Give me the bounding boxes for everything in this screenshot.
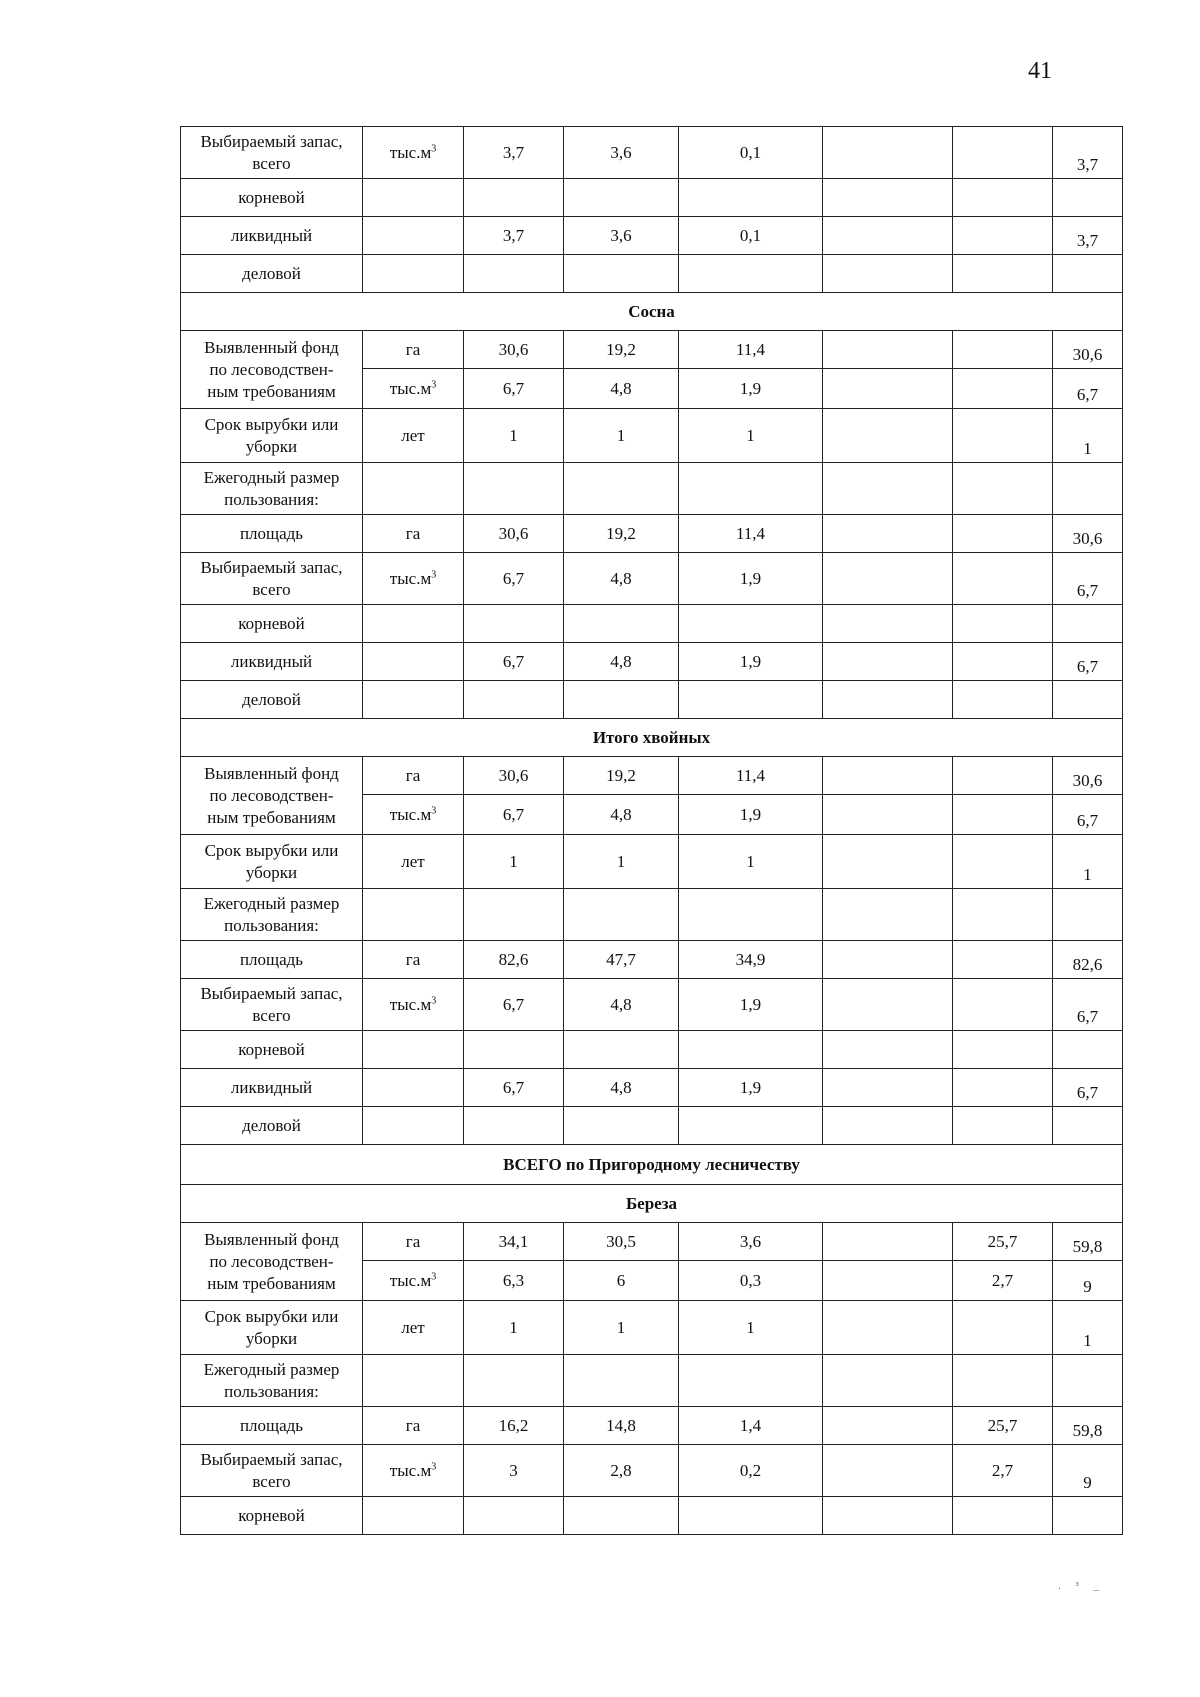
cell-col-total: 30,6: [1053, 515, 1123, 553]
cell-col-group-d: 25,7: [953, 1407, 1053, 1445]
table-row: [181, 331, 1123, 369]
cell-col-group-d: [953, 979, 1053, 1031]
cell-col-group-c: [823, 835, 953, 889]
cell-col-group-c: [823, 1107, 953, 1145]
cell-col-group-a: 4,8: [564, 795, 679, 835]
cell-unit: [363, 605, 464, 643]
table-body: [181, 127, 1123, 1535]
cell-col-group-a: [564, 889, 679, 941]
row-label: Ежегодный размер пользования:: [181, 889, 363, 941]
cell-col-group-a: 1: [564, 409, 679, 463]
table-row: [181, 681, 1123, 719]
cell-col-group-c: [823, 255, 953, 293]
cell-col-group-c: [823, 179, 953, 217]
cell-col-group-b: 1: [679, 835, 823, 889]
row-label: Срок вырубки или уборки: [181, 1301, 363, 1355]
cell-col-total-area: 6,7: [464, 553, 564, 605]
cell-col-group-a: [564, 605, 679, 643]
cell-col-total: [1053, 1355, 1123, 1407]
row-label: Выбираемый запас, всего: [181, 127, 363, 179]
cell-col-group-d: [953, 681, 1053, 719]
cell-col-total-area: 6,7: [464, 643, 564, 681]
cell-col-total: [1053, 889, 1123, 941]
cell-col-group-a: 14,8: [564, 1407, 679, 1445]
cell-col-group-a: 4,8: [564, 979, 679, 1031]
table-row: [181, 409, 1123, 463]
cell-col-total: 6,7: [1053, 795, 1123, 835]
cell-col-total: 59,8: [1053, 1223, 1123, 1261]
cell-col-group-b: [679, 1107, 823, 1145]
cell-col-total-area: 1: [464, 835, 564, 889]
table-row: [181, 1355, 1123, 1407]
cell-col-group-d: [953, 127, 1053, 179]
cell-col-group-a: 4,8: [564, 553, 679, 605]
cell-col-group-d: [953, 757, 1053, 795]
cell-col-group-d: [953, 643, 1053, 681]
cell-unit: га: [363, 1407, 464, 1445]
row-label: деловой: [181, 681, 363, 719]
cell-col-group-b: 0,3: [679, 1261, 823, 1301]
cell-col-group-a: 4,8: [564, 369, 679, 409]
table-row: [181, 605, 1123, 643]
row-label: ликвидный: [181, 643, 363, 681]
cell-col-group-c: [823, 941, 953, 979]
cell-col-total-area: [464, 179, 564, 217]
cell-col-group-a: 19,2: [564, 757, 679, 795]
row-label: Выявленный фонд по лесоводствен- ным требованиям: [181, 757, 363, 835]
cell-unit: $тыс.м^3$: [363, 369, 464, 409]
cell-col-total: 6,7: [1053, 1069, 1123, 1107]
cell-col-group-b: [679, 681, 823, 719]
cell-col-group-a: 3,6: [564, 127, 679, 179]
table-row: [181, 835, 1123, 889]
cell-col-group-d: [953, 255, 1053, 293]
cell-col-group-c: [823, 1069, 953, 1107]
cell-col-group-a: 1: [564, 1301, 679, 1355]
cell-col-total: [1053, 1497, 1123, 1535]
cell-col-group-c: [823, 643, 953, 681]
cell-unit: лет: [363, 409, 464, 463]
cell-col-group-d: [953, 331, 1053, 369]
cell-col-group-b: 0,2: [679, 1445, 823, 1497]
cell-col-total-area: [464, 889, 564, 941]
cell-col-group-b: 1,9: [679, 1069, 823, 1107]
section-title: ВСЕГО по Пригородному лесничеству: [181, 1145, 1123, 1185]
cell-col-group-b: 34,9: [679, 941, 823, 979]
table-row: [181, 1107, 1123, 1145]
cell-col-total-area: 6,7: [464, 369, 564, 409]
cell-col-group-c: [823, 1497, 953, 1535]
cell-col-total: 6,7: [1053, 553, 1123, 605]
cell-col-group-d: [953, 553, 1053, 605]
table-row: [181, 1069, 1123, 1107]
section-row: [181, 1145, 1123, 1185]
cell-col-group-b: 11,4: [679, 331, 823, 369]
cell-col-group-c: [823, 463, 953, 515]
cell-col-total-area: 30,6: [464, 757, 564, 795]
cell-unit: [363, 1069, 464, 1107]
cell-col-group-a: [564, 1355, 679, 1407]
cell-col-group-a: 1: [564, 835, 679, 889]
row-label: корневой: [181, 1497, 363, 1535]
cell-unit: [363, 1497, 464, 1535]
page-number: 41: [1028, 58, 1052, 84]
cell-unit: $тыс.м^3$: [363, 795, 464, 835]
cell-col-group-a: [564, 1031, 679, 1069]
cell-col-total-area: 3,7: [464, 217, 564, 255]
table-row: [181, 1445, 1123, 1497]
cell-col-group-a: 4,8: [564, 643, 679, 681]
cell-col-group-b: 1,9: [679, 553, 823, 605]
table-row: [181, 1031, 1123, 1069]
cell-col-total-area: 1: [464, 409, 564, 463]
cell-col-total: [1053, 255, 1123, 293]
cell-col-group-a: [564, 1107, 679, 1145]
cell-col-total: [1053, 179, 1123, 217]
row-label: Выбираемый запас, всего: [181, 979, 363, 1031]
cell-col-group-a: 47,7: [564, 941, 679, 979]
cell-col-group-c: [823, 1355, 953, 1407]
cell-unit: [363, 1355, 464, 1407]
cell-col-total-area: 82,6: [464, 941, 564, 979]
cell-col-group-c: [823, 757, 953, 795]
section-row: [181, 1185, 1123, 1223]
cell-col-group-c: [823, 1407, 953, 1445]
cell-col-total-area: 6,3: [464, 1261, 564, 1301]
cell-col-total: [1053, 1031, 1123, 1069]
cell-col-group-d: [953, 1031, 1053, 1069]
row-label: Выбираемый запас, всего: [181, 553, 363, 605]
corner-scan-mark: . ³ _: [1058, 1580, 1106, 1592]
cell-col-total: [1053, 1107, 1123, 1145]
row-label: Ежегодный размер пользования:: [181, 1355, 363, 1407]
row-label: площадь: [181, 515, 363, 553]
table-row: [181, 941, 1123, 979]
cell-col-group-d: [953, 217, 1053, 255]
row-label: площадь: [181, 1407, 363, 1445]
row-label: корневой: [181, 1031, 363, 1069]
cell-unit: [363, 179, 464, 217]
cell-col-total-area: [464, 255, 564, 293]
cell-unit: [363, 255, 464, 293]
cell-col-group-d: [953, 409, 1053, 463]
cell-col-total-area: 16,2: [464, 1407, 564, 1445]
table-row: [181, 463, 1123, 515]
row-label: Срок вырубки или уборки: [181, 409, 363, 463]
cell-col-total-area: [464, 463, 564, 515]
cell-col-total: 30,6: [1053, 757, 1123, 795]
row-label: корневой: [181, 179, 363, 217]
cell-unit: [363, 463, 464, 515]
cell-col-group-c: [823, 331, 953, 369]
cell-col-total-area: 1: [464, 1301, 564, 1355]
cell-unit: [363, 1031, 464, 1069]
table-row: [181, 643, 1123, 681]
cell-unit: [363, 217, 464, 255]
cell-col-total-area: [464, 1107, 564, 1145]
cell-col-group-c: [823, 409, 953, 463]
table-row: [181, 1407, 1123, 1445]
cell-col-group-d: [953, 179, 1053, 217]
cell-col-group-c: [823, 1301, 953, 1355]
cell-col-group-c: [823, 681, 953, 719]
cell-unit: га: [363, 757, 464, 795]
cell-col-group-d: [953, 941, 1053, 979]
cell-col-group-d: 2,7: [953, 1261, 1053, 1301]
cell-unit: $тыс.м^3$: [363, 979, 464, 1031]
cell-col-group-a: 4,8: [564, 1069, 679, 1107]
cell-col-group-b: [679, 1355, 823, 1407]
row-label: Выявленный фонд по лесоводствен- ным требованиям: [181, 331, 363, 409]
row-label: Выявленный фонд по лесоводствен- ным требованиям: [181, 1223, 363, 1301]
cell-col-group-c: [823, 889, 953, 941]
cell-col-group-d: 2,7: [953, 1445, 1053, 1497]
row-label: корневой: [181, 605, 363, 643]
cell-col-total: 6,7: [1053, 643, 1123, 681]
row-label: Срок вырубки или уборки: [181, 835, 363, 889]
forest-use-table: [180, 126, 1123, 1535]
cell-col-group-b: 1: [679, 1301, 823, 1355]
cell-unit: $тыс.м^3$: [363, 1445, 464, 1497]
cell-col-total: 6,7: [1053, 369, 1123, 409]
cell-unit: $тыс.м^3$: [363, 553, 464, 605]
cell-col-group-b: 1,9: [679, 643, 823, 681]
cell-col-group-c: [823, 217, 953, 255]
cell-col-total-area: 6,7: [464, 795, 564, 835]
cell-col-group-b: 0,1: [679, 217, 823, 255]
cell-col-group-b: 1,9: [679, 795, 823, 835]
cell-col-group-d: [953, 1301, 1053, 1355]
section-row: [181, 293, 1123, 331]
cell-col-total-area: [464, 1031, 564, 1069]
cell-col-group-b: [679, 179, 823, 217]
cell-col-group-c: [823, 515, 953, 553]
row-label: Выбираемый запас, всего: [181, 1445, 363, 1497]
cell-unit: [363, 1107, 464, 1145]
cell-col-group-b: [679, 1031, 823, 1069]
cell-col-group-c: [823, 1445, 953, 1497]
cell-unit: [363, 643, 464, 681]
cell-col-total-area: 6,7: [464, 1069, 564, 1107]
table-row: [181, 127, 1123, 179]
cell-col-group-b: 1,9: [679, 369, 823, 409]
table-row: [181, 757, 1123, 795]
cell-unit: лет: [363, 835, 464, 889]
cell-col-group-d: [953, 369, 1053, 409]
cell-col-group-d: [953, 835, 1053, 889]
cell-col-total-area: [464, 681, 564, 719]
cell-unit: га: [363, 941, 464, 979]
table-row: [181, 179, 1123, 217]
cell-col-group-c: [823, 1223, 953, 1261]
cell-col-group-c: [823, 553, 953, 605]
cell-col-group-d: 25,7: [953, 1223, 1053, 1261]
cell-col-group-a: [564, 179, 679, 217]
cell-col-group-b: 1,9: [679, 979, 823, 1031]
cell-col-group-d: [953, 1069, 1053, 1107]
cell-col-group-a: 30,5: [564, 1223, 679, 1261]
cell-col-group-c: [823, 605, 953, 643]
cell-col-group-b: [679, 1497, 823, 1535]
cell-col-group-c: [823, 127, 953, 179]
cell-col-group-a: [564, 1497, 679, 1535]
table-row: [181, 553, 1123, 605]
cell-col-group-d: [953, 889, 1053, 941]
cell-col-total-area: [464, 1497, 564, 1535]
cell-col-group-c: [823, 369, 953, 409]
cell-col-group-d: [953, 1497, 1053, 1535]
cell-unit: $тыс.м^3$: [363, 1261, 464, 1301]
row-label: ликвидный: [181, 1069, 363, 1107]
cell-unit: га: [363, 1223, 464, 1261]
cell-unit: лет: [363, 1301, 464, 1355]
cell-unit: [363, 889, 464, 941]
cell-col-group-a: 19,2: [564, 515, 679, 553]
cell-col-total: 3,7: [1053, 217, 1123, 255]
cell-col-group-a: [564, 681, 679, 719]
cell-col-group-b: 11,4: [679, 757, 823, 795]
cell-col-total-area: [464, 605, 564, 643]
cell-col-total: 3,7: [1053, 127, 1123, 179]
cell-col-group-b: 3,6: [679, 1223, 823, 1261]
cell-col-group-c: [823, 979, 953, 1031]
cell-col-group-d: [953, 1107, 1053, 1145]
cell-col-group-a: 2,8: [564, 1445, 679, 1497]
row-label: деловой: [181, 1107, 363, 1145]
row-label: Ежегодный размер пользования:: [181, 463, 363, 515]
cell-col-group-b: [679, 255, 823, 293]
cell-col-group-b: 0,1: [679, 127, 823, 179]
section-title: Итого хвойных: [181, 719, 1123, 757]
cell-col-group-a: [564, 463, 679, 515]
cell-col-group-d: [953, 795, 1053, 835]
cell-col-group-b: 1,4: [679, 1407, 823, 1445]
cell-col-group-d: [953, 463, 1053, 515]
table-row: [181, 1223, 1123, 1261]
cell-col-total-area: 30,6: [464, 515, 564, 553]
cell-col-total: 9: [1053, 1261, 1123, 1301]
cell-col-total-area: 34,1: [464, 1223, 564, 1261]
cell-col-group-c: [823, 795, 953, 835]
cell-col-total: 30,6: [1053, 331, 1123, 369]
cell-col-total: 59,8: [1053, 1407, 1123, 1445]
cell-unit: га: [363, 331, 464, 369]
cell-col-group-b: 1: [679, 409, 823, 463]
cell-col-group-a: 19,2: [564, 331, 679, 369]
row-label: площадь: [181, 941, 363, 979]
table-row: [181, 889, 1123, 941]
section-title: Сосна: [181, 293, 1123, 331]
cell-col-group-b: [679, 605, 823, 643]
cell-col-group-c: [823, 1031, 953, 1069]
cell-col-group-d: [953, 1355, 1053, 1407]
cell-col-total: 1: [1053, 1301, 1123, 1355]
table-row: [181, 217, 1123, 255]
cell-col-group-d: [953, 605, 1053, 643]
cell-col-total: 82,6: [1053, 941, 1123, 979]
cell-col-group-b: [679, 463, 823, 515]
cell-unit: [363, 681, 464, 719]
cell-col-group-b: 11,4: [679, 515, 823, 553]
table-row: [181, 1301, 1123, 1355]
cell-col-group-a: 3,6: [564, 217, 679, 255]
table-row: [181, 515, 1123, 553]
table-row: [181, 979, 1123, 1031]
cell-col-total-area: 6,7: [464, 979, 564, 1031]
cell-col-group-a: 6: [564, 1261, 679, 1301]
section-row: [181, 719, 1123, 757]
table-row: [181, 255, 1123, 293]
cell-col-total: 9: [1053, 1445, 1123, 1497]
cell-col-group-a: [564, 255, 679, 293]
table-row: [181, 1497, 1123, 1535]
cell-col-total-area: 3,7: [464, 127, 564, 179]
cell-col-total: 1: [1053, 409, 1123, 463]
cell-col-total: [1053, 681, 1123, 719]
cell-col-group-d: [953, 515, 1053, 553]
cell-col-group-b: [679, 889, 823, 941]
cell-col-group-c: [823, 1261, 953, 1301]
cell-col-total: 6,7: [1053, 979, 1123, 1031]
cell-col-total-area: 3: [464, 1445, 564, 1497]
cell-col-total-area: [464, 1355, 564, 1407]
cell-unit: га: [363, 515, 464, 553]
cell-col-total: 1: [1053, 835, 1123, 889]
cell-col-total: [1053, 605, 1123, 643]
cell-col-total: [1053, 463, 1123, 515]
row-label: ликвидный: [181, 217, 363, 255]
cell-unit: $тыс.м^3$: [363, 127, 464, 179]
cell-col-total-area: 30,6: [464, 331, 564, 369]
row-label: деловой: [181, 255, 363, 293]
section-title: Береза: [181, 1185, 1123, 1223]
